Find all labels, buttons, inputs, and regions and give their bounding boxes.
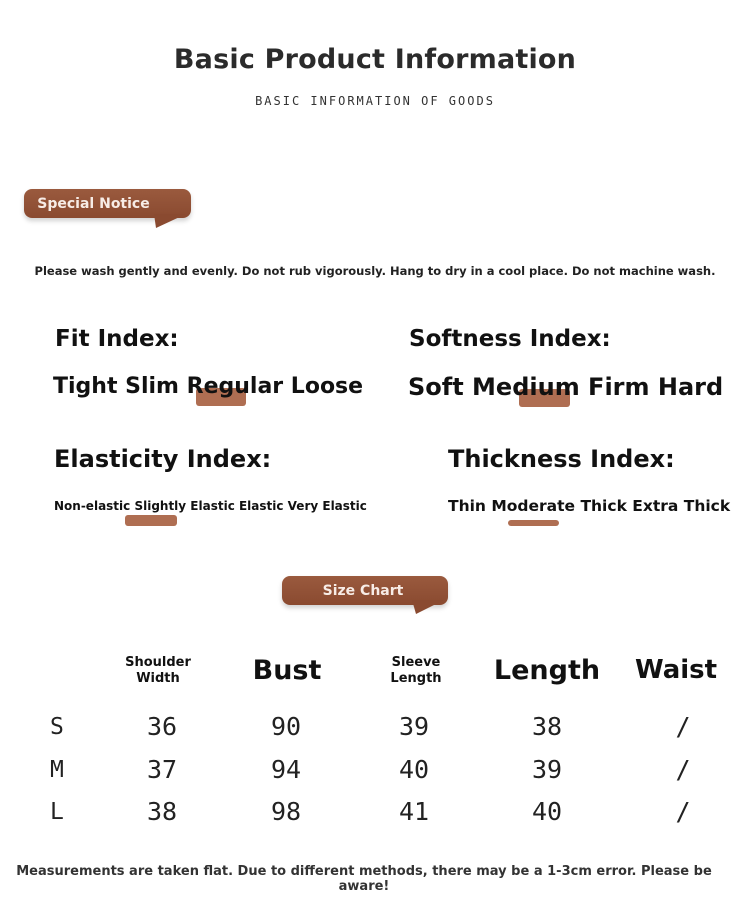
size-chart-label: Size Chart [322, 582, 404, 599]
row-size-label: M [50, 757, 64, 783]
table-cell: 41 [398, 797, 430, 826]
thickness-index-scale: Thin Moderate Thick Extra Thick [448, 497, 731, 515]
table-cell: / [675, 755, 691, 784]
size-chart-tail-icon [410, 600, 446, 616]
fit-index-scale: Tight Slim Regular Loose [53, 374, 364, 399]
table-cell: 90 [270, 712, 302, 741]
thickness-index-title: Thickness Index: [448, 445, 675, 473]
thickness-index-marker [508, 520, 559, 526]
table-cell: 98 [270, 797, 302, 826]
table-cell: 38 [531, 712, 563, 741]
elasticity-index-scale: Non-elastic Slightly Elastic Elastic Very Elastic [54, 499, 367, 513]
softness-index-title: Softness Index: [409, 326, 611, 352]
table-cell: / [675, 712, 691, 741]
table-cell: / [675, 797, 691, 826]
measurement-disclaimer: Measurements are taken flat. Due to different methods, there may be a 1-3cm error. Please be aware! [16, 864, 712, 894]
row-size-label: S [50, 714, 64, 740]
table-cell: 94 [270, 755, 302, 784]
elasticity-index-title: Elasticity Index: [54, 445, 272, 473]
page-title: Basic Product Information [173, 44, 577, 75]
col-header-length: Length [493, 655, 601, 686]
table-cell: 40 [531, 797, 563, 826]
page-subtitle: BASIC INFORMATION OF GOODS [255, 94, 495, 108]
table-cell: 36 [146, 712, 178, 741]
fit-index-title: Fit Index: [55, 326, 179, 352]
col-header-sleeve-length: Sleeve Length [390, 655, 442, 686]
row-size-label: L [50, 799, 64, 825]
table-cell: 37 [146, 755, 178, 784]
col-header-shoulder-width: Shoulder Width [125, 655, 191, 686]
table-cell: 38 [146, 797, 178, 826]
elasticity-index-marker [125, 515, 177, 526]
table-cell: 39 [531, 755, 563, 784]
softness-index-scale: Soft Medium Firm Hard [408, 373, 724, 401]
table-cell: 39 [398, 712, 430, 741]
col-header-bust: Bust [252, 655, 322, 686]
special-notice-label: Special Notice [37, 195, 150, 212]
care-instructions: Please wash gently and evenly. Do not rub vigorously. Hang to dry in a cool place. Do not machine wash. [34, 264, 716, 278]
col-header-waist: Waist [634, 655, 718, 685]
table-cell: 40 [398, 755, 430, 784]
special-notice-tail-icon [150, 214, 190, 230]
